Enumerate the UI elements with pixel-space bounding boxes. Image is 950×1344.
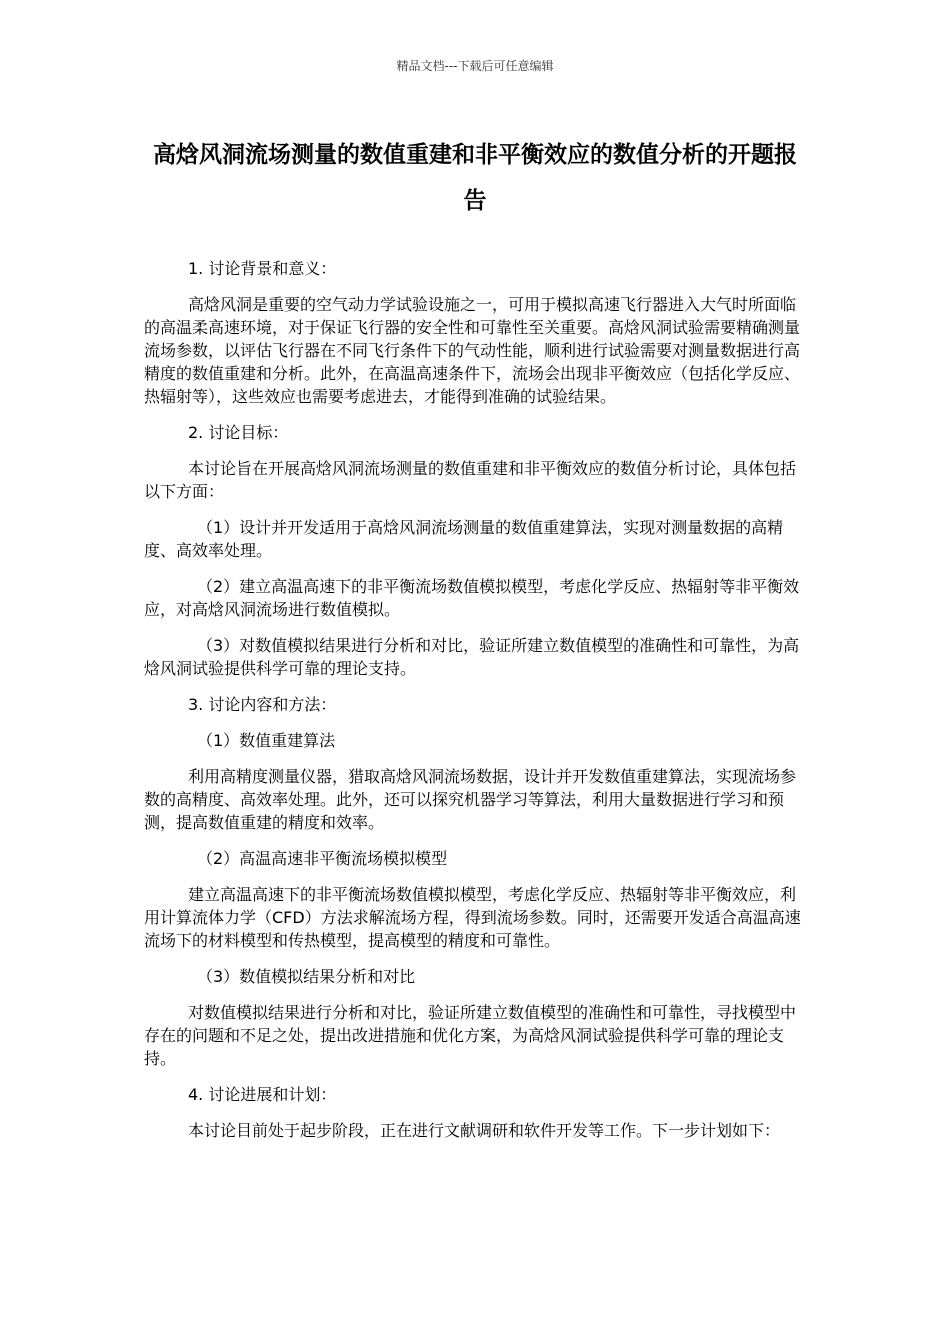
paragraph-result-analysis: 对数值模拟结果进行分析和对比，验证所建立数值模型的准确性和可靠性，寻找模型中存在的问题和不足之处，提出改进措施和优化方案，为高焓风洞试验提供科学可靠的理论支持。 <box>144 1003 797 1068</box>
subheading-reconstruction: （1）数值重建算法 <box>197 731 336 750</box>
paragraph-background: 高焓风洞是重要的空气动力学试验设施之一，可用于模拟高速飞行器进入大气时所面临的高温柔高速环境，对于保证飞行器的安全性和可靠性至关重要。高焓风洞试验需要精确测量流场参数，以评估飞行器在不同飞行条件下的气动性能，顺利进行试验需要对测量数据进行高精度的数值重建和分析。此外，在高温高速条件下，流场会出现非平衡效应（包括化学反应、热辐射等），这些效应也需要考虑进去，才能得到准确的试验结果。 <box>144 295 801 406</box>
section-heading-background: 1. 讨论背景和意义： <box>188 259 337 278</box>
document-title: 高焓风洞流场测量的数值重建和非平衡效应的数值分析的开题报告 <box>153 142 797 214</box>
header-watermark: 精品文档---下载后可任意编辑 <box>396 59 554 73</box>
section-heading-goals: 2. 讨论目标： <box>188 423 289 442</box>
subheading-simulation-model: （2）高温高速非平衡流场模拟模型 <box>197 849 448 868</box>
section-heading-progress: 4. 讨论进展和计划： <box>188 1085 337 1104</box>
goal-item-3: （3）对数值模拟结果进行分析和对比，验证所建立数值模型的准确性和可靠性，为高焓风洞试验提供科学可靠的理论支持。 <box>144 636 800 678</box>
document-body <box>144 257 805 1155</box>
paragraph-progress: 本讨论目前处于起步阶段，正在进行文献调研和软件开发等工作。下一步计划如下： <box>188 1121 781 1140</box>
paragraph-reconstruction: 利用高精度测量仪器，猎取高焓风洞流场数据，设计并开发数值重建算法，实现流场参数的高精度、高效率处理。此外，还可以探究机器学习等算法，利用大量数据进行学习和预测，提高数值重建的精度和效率。 <box>144 767 797 832</box>
paragraph-goals-intro: 本讨论旨在开展高焓风洞流场测量的数值重建和非平衡效应的数值分析讨论，具体包括以下方面： <box>144 459 797 501</box>
paragraph-simulation-model: 建立高温高速下的非平衡流场数值模拟模型，考虑化学反应、热辐射等非平衡效应，利用计算流体力学（CFD）方法求解流场方程，得到流场参数。同时，还需要开发适合高温高速流场下的材料模型和传热模型，提高模型的精度和可靠性。 <box>144 885 801 950</box>
goal-item-2: （2）建立高温高速下的非平衡流场数值模拟模型，考虑化学反应、热辐射等非平衡效应，对高焓风洞流场进行数值模拟。 <box>144 577 800 619</box>
section-heading-methods: 3. 讨论内容和方法： <box>188 695 337 714</box>
subheading-result-analysis: （3）数值模拟结果分析和对比 <box>197 967 416 986</box>
goal-item-1: （1）设计并开发适用于高焓风洞流场测量的数值重建算法，实现对测量数据的高精度、高效率处理。 <box>144 518 784 560</box>
